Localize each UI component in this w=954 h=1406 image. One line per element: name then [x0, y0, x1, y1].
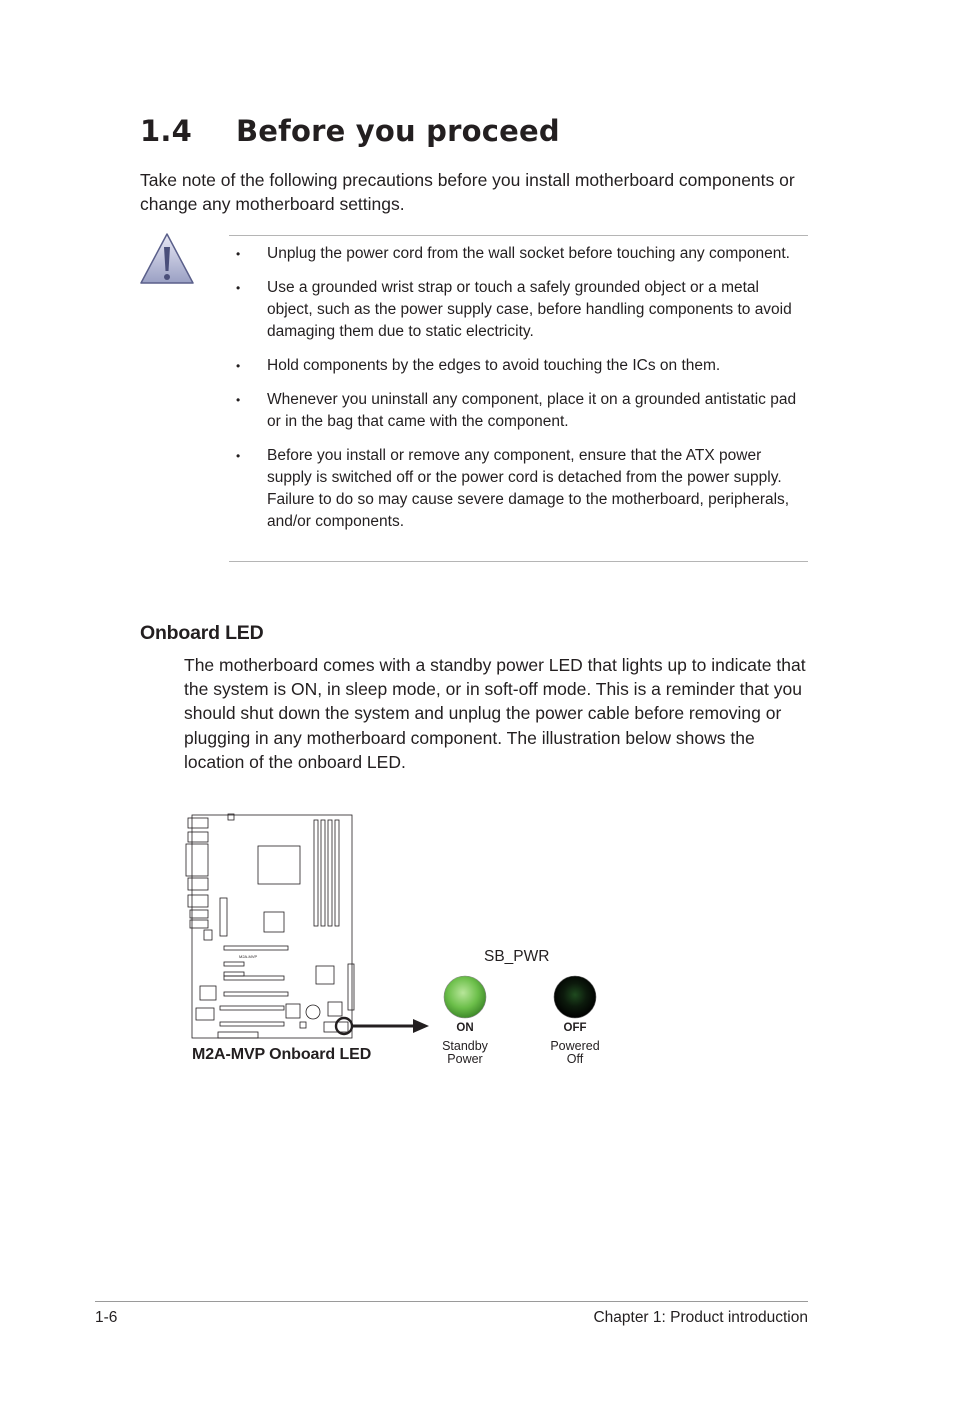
warning-icon — [138, 231, 196, 287]
list-item: • Before you install or remove any component, ensure that the ATX power supply is switched off or the power cord is detached from the power supply. Failure to do so may cause severe damage to the motherboard, peripherals, and/or components. — [236, 447, 790, 530]
chapter-title: Chapter 1: Product introduction — [593, 1309, 808, 1326]
list-item: • Unplug the power cord from the wall socket before touching any component. — [229, 243, 808, 265]
led-name-label: SB_PWR — [484, 948, 550, 965]
board-model-label: M2A-MVP — [239, 954, 258, 959]
bullet: • — [236, 393, 241, 407]
list-item: • Whenever you uninstall any component, place it on a grounded antistatic pad or in the bag that came with the component. — [236, 391, 797, 430]
precautions-box — [229, 235, 808, 562]
bullet: • — [236, 247, 241, 261]
arrow-head-icon — [413, 1019, 429, 1033]
section-title-text: Before you proceed — [236, 114, 560, 148]
onboard-led-heading: Onboard LED — [140, 622, 264, 644]
footer-divider — [95, 1301, 808, 1302]
led-on-icon — [444, 976, 486, 1018]
list-item: • Hold components by the edges to avoid touching the ICs on them. — [229, 355, 808, 377]
list-item: • Use a grounded wrist strap or touch a safely grounded object or a metal object, such as the power supply case, before handling components to avoid damaging them due to static electricity. — [236, 279, 792, 340]
led-off-icon — [554, 976, 596, 1018]
precautions-list — [229, 243, 808, 545]
bullet: • — [236, 359, 241, 373]
led-on-description: Standby Power — [442, 1039, 488, 1066]
led-off-state: OFF — [563, 1022, 587, 1034]
bullet: • — [236, 449, 241, 463]
intro-paragraph: Take note of the following precautions before you install motherboard components or change any motherboard settings. — [140, 170, 795, 214]
diagram-caption: M2A-MVP Onboard LED — [192, 1046, 372, 1063]
motherboard-outline — [186, 814, 354, 1038]
led-off-description: Powered Off — [550, 1039, 600, 1066]
bullet: • — [236, 281, 241, 295]
section-number: 1.4 — [140, 114, 192, 148]
onboard-led-paragraph: The motherboard comes with a standby power LED that lights up to indicate that the system is ON, in sleep mode, or in soft-off mode. This is a reminder that you should shut down the system and unplug the power cable before removing or plugging in any motherboard component. The illustration below shows the location of the onboard LED. — [184, 655, 806, 772]
page-number: 1-6 — [95, 1309, 118, 1326]
led-on-state: ON — [456, 1022, 474, 1034]
led-location-marker — [336, 1018, 352, 1034]
section-title — [140, 114, 560, 148]
